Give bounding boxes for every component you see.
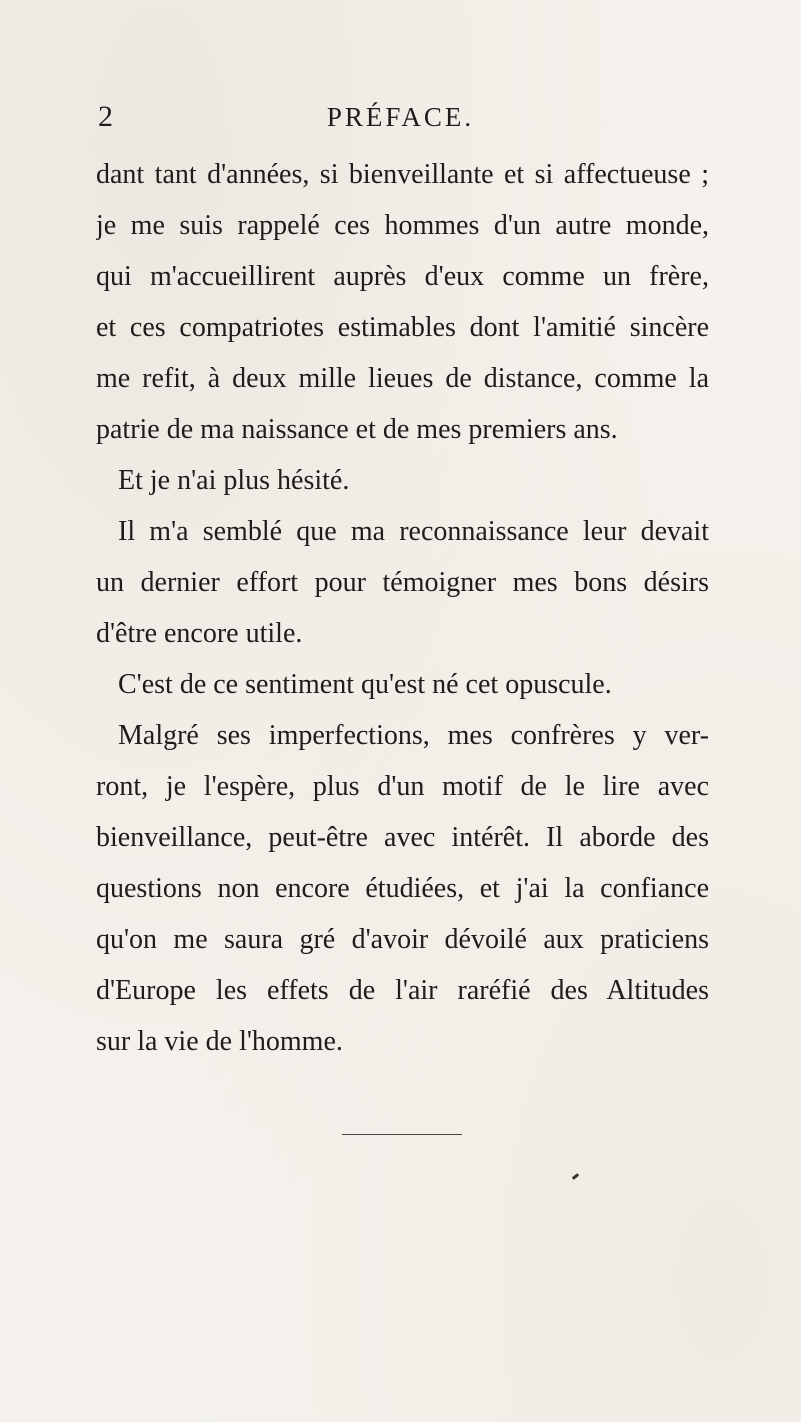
text-line: qu'on me saura gré d'avoir dévoilé aux praticiens (96, 924, 709, 955)
text-line: patrie de ma naissance et de mes premiers ans. (96, 414, 618, 445)
text-line: je me suis rappelé ces hommes d'un autre monde, (96, 210, 709, 241)
preface-text (96, 158, 709, 1076)
text-line: C'est de ce sentiment qu'est né cet opuscule. (118, 669, 612, 700)
text-line: et ces compatriotes estimables dont l'amitié sincère (96, 312, 709, 343)
page-header (0, 100, 801, 140)
closing-rule (342, 1134, 462, 1135)
text-line: un dernier effort pour témoigner mes bons désirs (96, 567, 709, 598)
text-line: qui m'accueillirent auprès d'eux comme un frère, (96, 261, 709, 292)
text-line: sur la vie de l'homme. (96, 1026, 343, 1057)
text-line: questions non encore étudiées, et j'ai la confiance (96, 873, 709, 904)
page-number: 2 (98, 100, 114, 133)
text-line: bienveillance, peut-être avec intérêt. Il aborde des (96, 822, 709, 853)
text-line: Il m'a semblé que ma reconnaissance leur devait (118, 516, 709, 547)
text-line: ront, je l'espère, plus d'un motif de le lire avec (96, 771, 709, 802)
text-line: d'être encore utile. (96, 618, 303, 649)
text-line: Malgré ses imperfections, mes confrères y ver- (118, 720, 709, 751)
text-line: Et je n'ai plus hésité. (118, 465, 350, 496)
ink-speck (572, 1173, 579, 1180)
text-line: me refit, à deux mille lieues de distance, comme la (96, 363, 709, 394)
text-line: dant tant d'années, si bienveillante et si affectueuse ; (96, 159, 709, 190)
running-head: PRÉFACE. (326, 102, 475, 132)
text-line: d'Europe les effets de l'air raréfié des Altitudes (96, 975, 709, 1006)
